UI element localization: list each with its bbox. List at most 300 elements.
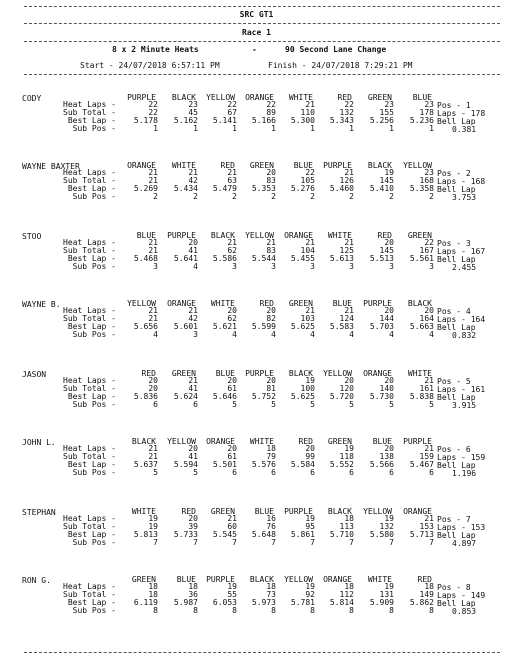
heat-value: 19 bbox=[305, 376, 315, 385]
best-value: 5.730 bbox=[369, 392, 394, 401]
lane-color: ORANGE bbox=[323, 575, 352, 584]
best-value: 5.580 bbox=[369, 530, 394, 539]
best-value: 5.276 bbox=[290, 184, 315, 193]
lane-color: GREEN bbox=[367, 93, 392, 102]
sub-value: 41 bbox=[188, 384, 198, 393]
sub-value: 67 bbox=[227, 108, 237, 117]
row-label: Sub Pos - bbox=[72, 606, 116, 615]
lane-color: RED bbox=[337, 93, 352, 102]
lane-color: RED bbox=[141, 369, 156, 378]
pos-value: 3 bbox=[153, 262, 158, 271]
final-position: Pos - 2 bbox=[437, 169, 471, 178]
heat-value: 20 bbox=[188, 514, 198, 523]
lane-color: WHITE bbox=[171, 161, 196, 170]
best-value: 5.561 bbox=[409, 254, 434, 263]
total-laps: Laps - 167 bbox=[437, 247, 486, 256]
pos-value: 1 bbox=[193, 124, 198, 133]
row-label: Sub Pos - bbox=[72, 262, 116, 271]
pos-value: 5 bbox=[349, 400, 354, 409]
best-value: 5.861 bbox=[290, 530, 315, 539]
best-value: 5.468 bbox=[133, 254, 158, 263]
heat-value: 20 bbox=[384, 444, 394, 453]
best-value: 5.663 bbox=[409, 322, 434, 331]
heat-value: 20 bbox=[188, 238, 198, 247]
heat-value: 16 bbox=[266, 514, 276, 523]
pos-value: 3 bbox=[193, 330, 198, 339]
lane-color: PURPLE bbox=[403, 437, 432, 446]
pos-value: 2 bbox=[232, 192, 237, 201]
racer-name: STEPHAN bbox=[22, 508, 56, 517]
row-label: Sub Pos - bbox=[72, 468, 116, 477]
pos-value: 4 bbox=[389, 330, 394, 339]
heat-value: 18 bbox=[344, 514, 354, 523]
sub-value: 61 bbox=[227, 384, 237, 393]
sub-value: 120 bbox=[339, 384, 354, 393]
bell-lap-gap: 0.381 bbox=[452, 125, 477, 134]
sub-value: 42 bbox=[188, 176, 198, 185]
sub-value: 45 bbox=[188, 108, 198, 117]
sub-value: 18 bbox=[148, 590, 158, 599]
lane-color: YELLOW bbox=[245, 231, 274, 240]
row-label: Sub Pos - bbox=[72, 400, 116, 409]
pos-value: 7 bbox=[193, 538, 198, 547]
racer-name: JOHN L. bbox=[22, 438, 56, 447]
pos-value: 8 bbox=[389, 606, 394, 615]
pos-value: 3 bbox=[429, 262, 434, 271]
best-value: 5.720 bbox=[329, 392, 354, 401]
heat-value: 21 bbox=[344, 238, 354, 247]
sub-value: 41 bbox=[188, 452, 198, 461]
heat-value: 19 bbox=[305, 514, 315, 523]
pos-value: 2 bbox=[271, 192, 276, 201]
sub-value: 100 bbox=[300, 384, 315, 393]
heat-value: 19 bbox=[384, 514, 394, 523]
best-value: 5.410 bbox=[369, 184, 394, 193]
sub-value: 105 bbox=[300, 176, 315, 185]
best-value: 5.656 bbox=[133, 322, 158, 331]
sub-value: 99 bbox=[305, 452, 315, 461]
lane-color: GREEN bbox=[407, 231, 432, 240]
pos-value: 8 bbox=[349, 606, 354, 615]
best-value: 5.566 bbox=[369, 460, 394, 469]
heat-value: 20 bbox=[344, 376, 354, 385]
best-value: 5.501 bbox=[212, 460, 237, 469]
heat-value: 19 bbox=[148, 514, 158, 523]
pos-value: 7 bbox=[349, 538, 354, 547]
heat-value: 21 bbox=[305, 238, 315, 247]
heat-value: 19 bbox=[305, 582, 315, 591]
row-label: Sub Total - bbox=[63, 246, 116, 255]
row-label: Sub Total - bbox=[63, 590, 116, 599]
bell-lap-gap: 2.455 bbox=[452, 263, 477, 272]
best-value: 5.838 bbox=[409, 392, 434, 401]
heat-value: 21 bbox=[344, 306, 354, 315]
row-label: Heat Laps - bbox=[63, 376, 116, 385]
row-label: Sub Pos - bbox=[72, 192, 116, 201]
heat-value: 20 bbox=[266, 306, 276, 315]
pos-value: 1 bbox=[271, 124, 276, 133]
lane-color: BLUE bbox=[293, 161, 313, 170]
pos-value: 4 bbox=[349, 330, 354, 339]
bell-lap-gap: 4.897 bbox=[452, 539, 477, 548]
sub-value: 60 bbox=[227, 522, 237, 531]
heat-value: 22 bbox=[305, 168, 315, 177]
row-label: Best Lap - bbox=[67, 116, 116, 125]
sub-value: 153 bbox=[419, 522, 434, 531]
lane-color: ORANGE bbox=[245, 93, 274, 102]
heat-value: 20 bbox=[227, 376, 237, 385]
sub-value: 155 bbox=[379, 108, 394, 117]
sub-value: 83 bbox=[266, 176, 276, 185]
pos-value: 5 bbox=[389, 400, 394, 409]
best-value: 5.166 bbox=[251, 116, 276, 125]
total-laps: Laps - 159 bbox=[437, 453, 486, 462]
racer-block bbox=[0, 576, 513, 646]
sub-value: 63 bbox=[227, 176, 237, 185]
best-value: 5.973 bbox=[251, 598, 276, 607]
lane-color: BLUE bbox=[176, 575, 196, 584]
lane-color: RED bbox=[220, 161, 235, 170]
bell-lap-label: Bell Lap bbox=[437, 185, 476, 194]
heat-value: 21 bbox=[148, 238, 158, 247]
lane-color: BLUE bbox=[332, 299, 352, 308]
best-value: 5.467 bbox=[409, 460, 434, 469]
sub-value: 104 bbox=[300, 246, 315, 255]
sub-value: 62 bbox=[227, 314, 237, 323]
racer-name: STOO bbox=[22, 232, 42, 241]
pos-value: 8 bbox=[193, 606, 198, 615]
pos-value: 8 bbox=[429, 606, 434, 615]
row-label: Sub Total - bbox=[63, 176, 116, 185]
heat-value: 20 bbox=[384, 238, 394, 247]
sub-value: 89 bbox=[266, 108, 276, 117]
lane-color: BLUE bbox=[215, 369, 235, 378]
pos-value: 6 bbox=[193, 400, 198, 409]
sub-value: 21 bbox=[148, 246, 158, 255]
sub-value: 41 bbox=[188, 246, 198, 255]
heat-value: 21 bbox=[148, 444, 158, 453]
pos-value: 6 bbox=[429, 468, 434, 477]
final-position: Pos - 5 bbox=[437, 377, 471, 386]
best-value: 6.053 bbox=[212, 598, 237, 607]
lane-color: ORANGE bbox=[403, 507, 432, 516]
sub-value: 73 bbox=[266, 590, 276, 599]
lane-color: GREEN bbox=[210, 507, 235, 516]
lane-color: PURPLE bbox=[206, 575, 235, 584]
pos-value: 7 bbox=[271, 538, 276, 547]
total-laps: Laps - 161 bbox=[437, 385, 486, 394]
pos-value: 8 bbox=[232, 606, 237, 615]
total-laps: Laps - 178 bbox=[437, 109, 486, 118]
lane-color: RED bbox=[181, 507, 196, 516]
best-value: 5.646 bbox=[212, 392, 237, 401]
best-value: 5.613 bbox=[329, 254, 354, 263]
pos-value: 7 bbox=[310, 538, 315, 547]
row-label: Heat Laps - bbox=[63, 582, 116, 591]
best-value: 5.545 bbox=[212, 530, 237, 539]
pos-value: 2 bbox=[193, 192, 198, 201]
best-value: 5.576 bbox=[251, 460, 276, 469]
best-value: 5.586 bbox=[212, 254, 237, 263]
row-label: Heat Laps - bbox=[63, 238, 116, 247]
best-value: 5.836 bbox=[133, 392, 158, 401]
best-value: 6.119 bbox=[133, 598, 158, 607]
pos-value: 6 bbox=[310, 468, 315, 477]
sub-value: 159 bbox=[419, 452, 434, 461]
best-value: 5.987 bbox=[173, 598, 198, 607]
lane-color: WHITE bbox=[407, 369, 432, 378]
lane-color: PURPLE bbox=[363, 299, 392, 308]
sub-value: 19 bbox=[148, 522, 158, 531]
sub-value: 124 bbox=[339, 314, 354, 323]
lane-color: BLACK bbox=[288, 369, 313, 378]
lane-color: BLACK bbox=[249, 575, 274, 584]
lane-color: GREEN bbox=[249, 161, 274, 170]
row-label: Sub Pos - bbox=[72, 538, 116, 547]
sub-value: 125 bbox=[339, 246, 354, 255]
best-value: 5.353 bbox=[251, 184, 276, 193]
sub-value: 167 bbox=[419, 246, 434, 255]
sub-value: 118 bbox=[339, 452, 354, 461]
row-label: Best Lap - bbox=[67, 530, 116, 539]
lane-color: RED bbox=[417, 575, 432, 584]
row-label: Heat Laps - bbox=[63, 514, 116, 523]
heat-value: 21 bbox=[188, 376, 198, 385]
pos-value: 2 bbox=[153, 192, 158, 201]
heat-value: 22 bbox=[344, 100, 354, 109]
best-value: 5.621 bbox=[212, 322, 237, 331]
sub-value: 132 bbox=[379, 522, 394, 531]
heat-value: 19 bbox=[227, 582, 237, 591]
sub-value: 112 bbox=[339, 590, 354, 599]
start-time: Start - 24/07/2018 6:57:11 PM bbox=[80, 61, 220, 70]
lane-color: YELLOW bbox=[206, 93, 235, 102]
heat-value: 20 bbox=[305, 444, 315, 453]
pos-value: 1 bbox=[310, 124, 315, 133]
best-value: 5.236 bbox=[409, 116, 434, 125]
heat-value: 21 bbox=[227, 168, 237, 177]
total-laps: Laps - 168 bbox=[437, 177, 486, 186]
finish-time: Finish - 24/07/2018 7:29:21 PM bbox=[268, 61, 413, 70]
racer-block bbox=[0, 508, 513, 578]
sub-value: 76 bbox=[266, 522, 276, 531]
pos-value: 5 bbox=[193, 468, 198, 477]
sub-value: 22 bbox=[148, 108, 158, 117]
heat-value: 22 bbox=[424, 238, 434, 247]
lane-color: ORANGE bbox=[206, 437, 235, 446]
bell-lap-label: Bell Lap bbox=[437, 599, 476, 608]
heat-value: 18 bbox=[266, 444, 276, 453]
lane-color: RED bbox=[298, 437, 313, 446]
heat-value: 21 bbox=[424, 444, 434, 453]
lane-color: YELLOW bbox=[363, 507, 392, 516]
best-value: 5.455 bbox=[290, 254, 315, 263]
best-value: 5.909 bbox=[369, 598, 394, 607]
lane-color: BLUE bbox=[372, 437, 392, 446]
total-laps: Laps - 164 bbox=[437, 315, 486, 324]
best-value: 5.733 bbox=[173, 530, 198, 539]
heat-value: 20 bbox=[266, 376, 276, 385]
lane-color: GREEN bbox=[131, 575, 156, 584]
racer-block bbox=[0, 162, 513, 232]
best-value: 5.544 bbox=[251, 254, 276, 263]
pos-value: 2 bbox=[429, 192, 434, 201]
lane-color: GREEN bbox=[288, 299, 313, 308]
pos-value: 6 bbox=[349, 468, 354, 477]
lane-color: YELLOW bbox=[284, 575, 313, 584]
pos-value: 7 bbox=[389, 538, 394, 547]
lane-color: WHITE bbox=[210, 299, 235, 308]
race-rule bbox=[24, 41, 500, 42]
best-value: 5.358 bbox=[409, 184, 434, 193]
sub-value: 83 bbox=[266, 246, 276, 255]
pos-value: 4 bbox=[153, 330, 158, 339]
race-label: Race 1 bbox=[242, 28, 271, 37]
heat-value: 20 bbox=[384, 376, 394, 385]
lane-color: PURPLE bbox=[127, 93, 156, 102]
bell-lap-label: Bell Lap bbox=[437, 323, 476, 332]
row-label: Best Lap - bbox=[67, 254, 116, 263]
bell-lap-label: Bell Lap bbox=[437, 117, 476, 126]
pos-value: 8 bbox=[153, 606, 158, 615]
pos-value: 7 bbox=[232, 538, 237, 547]
pos-value: 8 bbox=[271, 606, 276, 615]
sub-value: 92 bbox=[305, 590, 315, 599]
heat-value: 20 bbox=[384, 306, 394, 315]
pos-value: 4 bbox=[232, 330, 237, 339]
racer-block bbox=[0, 438, 513, 508]
sub-value: 161 bbox=[419, 384, 434, 393]
heat-value: 19 bbox=[344, 444, 354, 453]
sub-value: 20 bbox=[148, 384, 158, 393]
lane-color: WHITE bbox=[131, 507, 156, 516]
sub-value: 132 bbox=[339, 108, 354, 117]
bell-lap-label: Bell Lap bbox=[437, 531, 476, 540]
pos-value: 4 bbox=[429, 330, 434, 339]
heat-value: 19 bbox=[384, 582, 394, 591]
lane-color: BLACK bbox=[327, 507, 352, 516]
sub-value: 62 bbox=[227, 246, 237, 255]
heat-format: 8 x 2 Minute Heats bbox=[112, 45, 199, 54]
sub-value: 126 bbox=[339, 176, 354, 185]
pos-value: 3 bbox=[232, 262, 237, 271]
best-value: 5.641 bbox=[173, 254, 198, 263]
pos-value: 1 bbox=[389, 124, 394, 133]
pos-value: 7 bbox=[429, 538, 434, 547]
lane-color: YELLOW bbox=[403, 161, 432, 170]
best-value: 5.713 bbox=[409, 530, 434, 539]
heat-value: 23 bbox=[384, 100, 394, 109]
heat-value: 21 bbox=[188, 306, 198, 315]
pos-value: 3 bbox=[271, 262, 276, 271]
format-separator: - bbox=[252, 45, 257, 54]
row-label: Best Lap - bbox=[67, 322, 116, 331]
sub-value: 61 bbox=[227, 452, 237, 461]
sub-value: 21 bbox=[148, 176, 158, 185]
best-value: 5.637 bbox=[133, 460, 158, 469]
pos-value: 1 bbox=[429, 124, 434, 133]
best-value: 5.300 bbox=[290, 116, 315, 125]
bell-lap-gap: 1.196 bbox=[452, 469, 477, 478]
best-value: 5.256 bbox=[369, 116, 394, 125]
pos-value: 6 bbox=[232, 468, 237, 477]
heat-value: 18 bbox=[424, 582, 434, 591]
best-value: 5.601 bbox=[173, 322, 198, 331]
sub-value: 36 bbox=[188, 590, 198, 599]
pos-value: 3 bbox=[389, 262, 394, 271]
heat-value: 21 bbox=[305, 100, 315, 109]
row-label: Heat Laps - bbox=[63, 168, 116, 177]
lane-color: WHITE bbox=[327, 231, 352, 240]
lane-color: BLACK bbox=[131, 437, 156, 446]
row-label: Sub Total - bbox=[63, 384, 116, 393]
final-position: Pos - 4 bbox=[437, 307, 471, 316]
lane-color: ORANGE bbox=[167, 299, 196, 308]
row-label: Best Lap - bbox=[67, 184, 116, 193]
row-label: Sub Total - bbox=[63, 522, 116, 531]
bell-lap-gap: 0.853 bbox=[452, 607, 477, 616]
lane-color: RED bbox=[259, 299, 274, 308]
best-value: 5.594 bbox=[173, 460, 198, 469]
row-label: Best Lap - bbox=[67, 392, 116, 401]
best-value: 5.625 bbox=[290, 322, 315, 331]
total-laps: Laps - 149 bbox=[437, 591, 486, 600]
pos-value: 2 bbox=[389, 192, 394, 201]
best-value: 5.162 bbox=[173, 116, 198, 125]
heat-value: 20 bbox=[188, 444, 198, 453]
best-value: 5.434 bbox=[173, 184, 198, 193]
sub-value: 178 bbox=[419, 108, 434, 117]
racer-name: WAYNE BAXTER bbox=[22, 162, 80, 171]
best-value: 5.862 bbox=[409, 598, 434, 607]
sub-value: 110 bbox=[300, 108, 315, 117]
lane-color: YELLOW bbox=[167, 437, 196, 446]
final-position: Pos - 1 bbox=[437, 101, 471, 110]
heat-value: 21 bbox=[424, 376, 434, 385]
heat-value: 21 bbox=[305, 306, 315, 315]
sub-value: 42 bbox=[188, 314, 198, 323]
final-position: Pos - 6 bbox=[437, 445, 471, 454]
racer-block bbox=[0, 94, 513, 164]
heat-value: 23 bbox=[188, 100, 198, 109]
sub-value: 145 bbox=[379, 176, 394, 185]
heat-value: 21 bbox=[227, 514, 237, 523]
sub-value: 21 bbox=[148, 314, 158, 323]
best-value: 5.460 bbox=[329, 184, 354, 193]
lane-color: BLUE bbox=[136, 231, 156, 240]
lane-color: ORANGE bbox=[127, 161, 156, 170]
pos-value: 6 bbox=[389, 468, 394, 477]
best-value: 5.814 bbox=[329, 598, 354, 607]
sub-value: 55 bbox=[227, 590, 237, 599]
heat-value: 18 bbox=[148, 582, 158, 591]
best-value: 5.710 bbox=[329, 530, 354, 539]
heat-value: 22 bbox=[266, 100, 276, 109]
title-rule bbox=[24, 23, 500, 24]
final-position: Pos - 3 bbox=[437, 239, 471, 248]
sub-value: 164 bbox=[419, 314, 434, 323]
heat-value: 22 bbox=[227, 100, 237, 109]
racer-name: JASON bbox=[22, 370, 47, 379]
best-value: 5.599 bbox=[251, 322, 276, 331]
sub-value: 39 bbox=[188, 522, 198, 531]
lane-color: WHITE bbox=[249, 437, 274, 446]
pos-value: 1 bbox=[349, 124, 354, 133]
heat-value: 18 bbox=[188, 582, 198, 591]
bell-lap-label: Bell Lap bbox=[437, 255, 476, 264]
best-value: 5.584 bbox=[290, 460, 315, 469]
heat-value: 20 bbox=[266, 168, 276, 177]
